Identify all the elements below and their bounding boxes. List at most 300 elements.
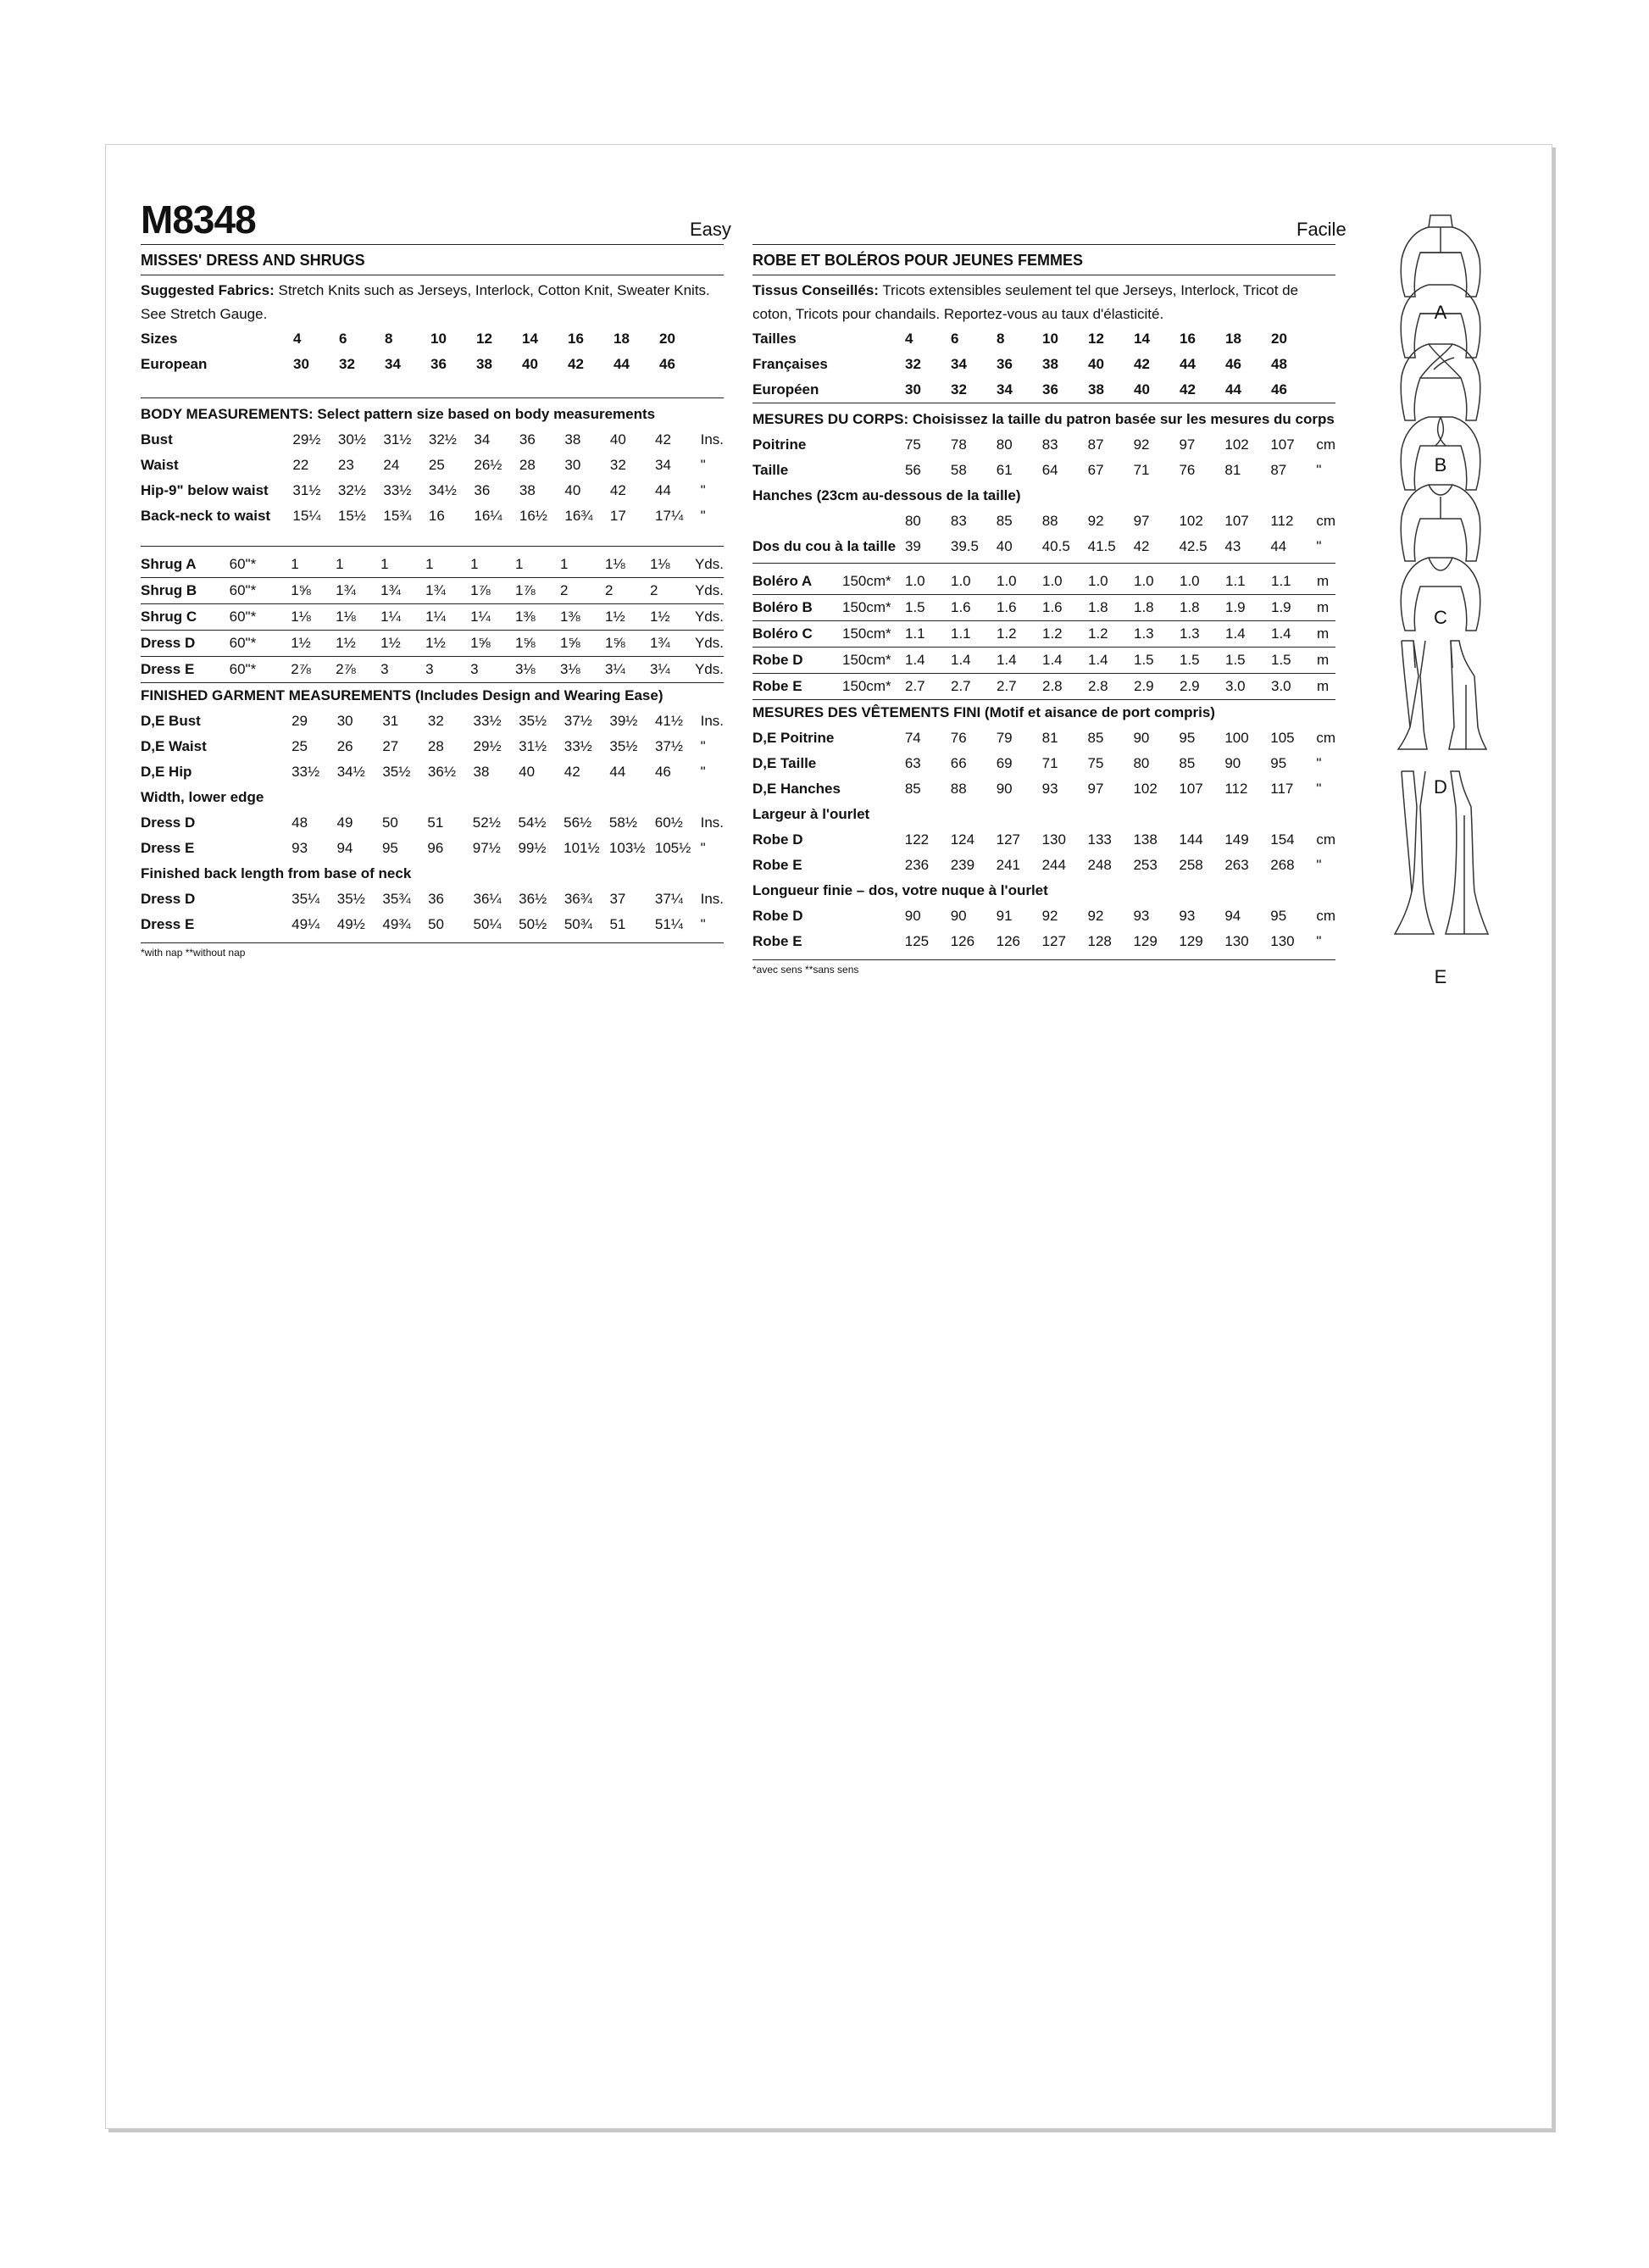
size-value: 2⅞ <box>291 661 311 677</box>
size-value: 93 <box>1041 781 1058 797</box>
table-row <box>752 432 1335 458</box>
size-value: 97 <box>1179 436 1196 453</box>
size-value: 42 <box>1180 381 1196 397</box>
table-row <box>141 503 724 529</box>
size-value: 32 <box>951 381 967 397</box>
size-value: 38 <box>564 431 581 447</box>
row-label: Waist <box>141 457 179 473</box>
size-value: 130 <box>1224 933 1249 949</box>
table-row <box>141 810 724 836</box>
size-value: 103½ <box>608 840 646 856</box>
size-value: 241 <box>996 857 1021 873</box>
size-value: 81 <box>1041 730 1058 746</box>
size-value: 2.7 <box>951 678 971 694</box>
size-value: 20 <box>659 331 675 347</box>
row-label: Taille <box>752 462 789 478</box>
size-value: 26 <box>336 738 353 754</box>
size-value: 1.2 <box>997 625 1017 642</box>
size-value: 93 <box>1179 908 1196 924</box>
size-value: 44 <box>614 356 630 372</box>
size-value: 40 <box>522 356 538 372</box>
size-value: 130 <box>1041 831 1066 848</box>
unit: Yds. <box>694 582 724 598</box>
size-value: 94 <box>1224 908 1241 924</box>
fabric-width: 60"* <box>229 661 257 677</box>
size-value: 16 <box>1180 331 1196 347</box>
size-value: 90 <box>1133 730 1150 746</box>
size-value: 3.0 <box>1271 678 1291 694</box>
size-value: 71 <box>1133 462 1150 478</box>
difficulty-en: Easy <box>690 219 731 240</box>
size-value: 75 <box>1087 755 1104 771</box>
size-value: 44 <box>609 764 626 780</box>
size-value: 18 <box>614 331 630 347</box>
width-table-fr <box>752 827 1335 878</box>
size-value: 44 <box>655 482 671 498</box>
size-value: 117 <box>1270 781 1294 797</box>
table-row <box>752 509 1335 534</box>
size-value: 30½ <box>337 431 366 447</box>
size-value: 3¼ <box>649 661 670 677</box>
size-value: 1.9 <box>1225 599 1246 615</box>
size-value: 125 <box>904 933 930 949</box>
size-value: 42 <box>568 356 584 372</box>
size-value: 2 <box>560 582 569 598</box>
size-value: 28 <box>427 738 444 754</box>
size-value: 32½ <box>337 482 366 498</box>
length-title-en: Finished back length from base of neck <box>141 865 412 881</box>
size-value: 87 <box>1270 462 1287 478</box>
size-value: 92 <box>1087 908 1104 924</box>
size-value: 37¼ <box>654 891 683 907</box>
size-value: 67 <box>1087 462 1104 478</box>
size-value: 16 <box>428 508 445 524</box>
size-value: 38 <box>1088 381 1104 397</box>
row-label: European <box>141 356 208 372</box>
size-value: 29 <box>291 713 308 729</box>
size-value: 58½ <box>608 814 638 831</box>
size-value: 46 <box>659 356 675 372</box>
size-value: 34 <box>997 381 1013 397</box>
english-column <box>141 251 724 959</box>
table-row <box>752 352 1335 377</box>
row-label: D,E Bust <box>141 713 201 729</box>
size-value: 1¼ <box>470 609 491 625</box>
size-value: 1.2 <box>1042 625 1063 642</box>
size-value: 2.8 <box>1088 678 1108 694</box>
size-value: 48 <box>1271 356 1287 372</box>
size-value: 1⅛ <box>291 609 311 625</box>
unit <box>1317 377 1335 403</box>
unit: m <box>1317 599 1330 615</box>
unit: Ins. <box>700 891 724 907</box>
row-label: Dress E <box>141 661 195 677</box>
size-value: 154 <box>1270 831 1295 848</box>
size-value: 63 <box>904 755 921 771</box>
fabric-width: 150cm* <box>842 573 891 589</box>
size-value: 1 <box>380 556 389 572</box>
size-value: 35½ <box>609 738 638 754</box>
size-value: 44 <box>1270 538 1287 554</box>
size-value: 15¼ <box>292 508 321 524</box>
size-value: 2 <box>604 582 614 598</box>
french-column <box>752 251 1335 976</box>
size-value: 1 <box>470 556 479 572</box>
size-value: 23 <box>337 457 354 473</box>
size-value: 38 <box>519 482 536 498</box>
unit: Yds. <box>694 661 724 677</box>
size-table-fr <box>752 326 1335 403</box>
row-label: Tailles <box>752 331 797 347</box>
fabrics-en: Suggested Fabrics: Stretch Knits such as Jerseys, Interlock, Cotton Knit, Sweater Knits. See Stretch Gauge. <box>141 282 710 322</box>
size-value: 1.0 <box>1180 573 1200 589</box>
size-value: 16¼ <box>474 508 502 524</box>
length-table-en <box>141 887 724 937</box>
size-value: 74 <box>904 730 921 746</box>
size-value: 102 <box>1224 436 1249 453</box>
unit <box>1317 352 1335 377</box>
finished-title-en: FINISHED GARMENT MEASUREMENTS (Includes Design and Wearing Ease) <box>141 687 663 703</box>
unit: m <box>1317 573 1330 589</box>
size-value: 102 <box>1179 513 1203 529</box>
size-value: 64 <box>1041 462 1058 478</box>
size-value: 42 <box>564 764 580 780</box>
unit: " <box>700 840 706 856</box>
size-value: 36 <box>1042 381 1058 397</box>
unit: " <box>1316 781 1322 797</box>
size-value: 1⅝ <box>470 635 491 651</box>
size-value: 39½ <box>609 713 638 729</box>
size-value: 1.6 <box>997 599 1017 615</box>
size-value: 1 <box>336 556 344 572</box>
size-value: 1.2 <box>1088 625 1108 642</box>
size-value: 85 <box>904 781 921 797</box>
size-value: 1⅛ <box>604 556 625 572</box>
row-label: Sizes <box>141 331 178 347</box>
table-row <box>752 326 1335 352</box>
size-value: 97 <box>1087 781 1104 797</box>
size-value: 126 <box>950 933 975 949</box>
table-row <box>752 621 1335 648</box>
unit: " <box>1316 755 1322 771</box>
size-value: 248 <box>1087 857 1112 873</box>
size-value: 107 <box>1224 513 1249 529</box>
row-label: Françaises <box>752 356 828 372</box>
fabric-width: 60"* <box>229 556 257 572</box>
size-value: 95 <box>1270 755 1287 771</box>
size-value: 1.4 <box>1042 652 1063 668</box>
size-value: 29½ <box>292 431 321 447</box>
size-value: 1.4 <box>997 652 1017 668</box>
row-label: Back-neck to waist <box>141 508 271 524</box>
size-value: 122 <box>904 831 930 848</box>
unit: " <box>1316 538 1322 554</box>
size-value: 69 <box>996 755 1013 771</box>
table-row <box>752 377 1335 403</box>
size-value: 34 <box>655 457 671 473</box>
size-value: 30 <box>564 457 581 473</box>
size-value: 16½ <box>519 508 547 524</box>
size-value: 1.1 <box>905 625 925 642</box>
unit: cm <box>1316 730 1335 746</box>
size-value: 1⅞ <box>515 582 536 598</box>
table-row <box>752 725 1335 751</box>
fabrics-fr: Tissus Conseillés: Tricots extensibles seulement tel que Jerseys, Interlock, Tricot de coton, Tricots pour chandails. Reportez-vous au taux d'élasticité. <box>752 282 1299 322</box>
row-label: D,E Taille <box>752 755 817 771</box>
size-value: 2⅞ <box>336 661 356 677</box>
table-row <box>141 912 724 937</box>
size-value: 31½ <box>383 431 412 447</box>
size-value: 90 <box>950 908 967 924</box>
size-value: 1⅞ <box>470 582 491 598</box>
size-value: 81 <box>1224 462 1241 478</box>
size-value: 36¾ <box>564 891 592 907</box>
size-value: 2.7 <box>997 678 1017 694</box>
row-label: Hip-9" below waist <box>141 482 269 498</box>
row-label <box>752 509 905 534</box>
size-value: 1¼ <box>380 609 401 625</box>
size-value: 32 <box>609 457 626 473</box>
yardage-table-fr <box>752 569 1335 700</box>
size-value: 36 <box>474 482 491 498</box>
size-value: 30 <box>905 381 921 397</box>
size-value: 144 <box>1179 831 1203 848</box>
size-value: 38 <box>1042 356 1058 372</box>
size-value: 33½ <box>383 482 412 498</box>
size-value: 40 <box>564 482 581 498</box>
size-value: 236 <box>904 857 930 873</box>
size-value: 34 <box>474 431 491 447</box>
size-value: 4 <box>905 331 913 347</box>
table-row <box>141 604 724 631</box>
size-value: 54½ <box>518 814 547 831</box>
yardage-table-en <box>141 552 724 683</box>
size-value: 1.4 <box>951 652 971 668</box>
size-value: 268 <box>1270 857 1295 873</box>
size-value: 49¼ <box>291 916 320 932</box>
size-value: 1½ <box>649 609 670 625</box>
size-value: 46 <box>1225 356 1241 372</box>
table-row <box>141 759 724 785</box>
size-value: 3⅛ <box>560 661 580 677</box>
unit: cm <box>1316 831 1335 848</box>
size-value: 1.8 <box>1088 599 1108 615</box>
size-value: 3 <box>380 661 389 677</box>
size-value: 1 <box>291 556 299 572</box>
size-value: 35¾ <box>382 891 411 907</box>
finished-title-fr: MESURES DES VÊTEMENTS FINI (Motif et aisance de port compris) <box>752 704 1215 720</box>
hanches-title: Hanches (23cm au-dessous de la taille) <box>752 487 1021 503</box>
size-value: 253 <box>1133 857 1158 873</box>
width-title-fr: Largeur à l'ourlet <box>752 806 870 822</box>
body-table-en <box>141 427 724 529</box>
size-value: 90 <box>996 781 1013 797</box>
size-value: 1.8 <box>1134 599 1154 615</box>
size-value: 149 <box>1224 831 1249 848</box>
table-row <box>141 631 724 657</box>
unit <box>705 326 724 352</box>
size-value: 85 <box>996 513 1013 529</box>
table-row <box>752 776 1335 802</box>
row-label: Dress D <box>141 814 196 831</box>
unit <box>1317 326 1335 352</box>
size-value: 1.0 <box>1088 573 1108 589</box>
row-label: Shrug C <box>141 609 197 625</box>
size-value: 1⅝ <box>515 635 536 651</box>
size-value: 49½ <box>336 916 365 932</box>
unit: " <box>700 764 706 780</box>
body-title-fr: MESURES DU CORPS: Choisissez la taille du patron basée sur les mesures du corps <box>752 411 1335 427</box>
size-value: 36 <box>997 356 1013 372</box>
size-value: 32 <box>339 356 355 372</box>
size-value: 97 <box>1133 513 1150 529</box>
row-label: Dress D <box>141 891 196 907</box>
size-value: 37 <box>609 891 626 907</box>
size-value: 1¾ <box>425 582 446 598</box>
size-value: 28 <box>519 457 536 473</box>
size-value: 88 <box>950 781 967 797</box>
size-value: 112 <box>1270 513 1294 529</box>
unit <box>705 352 724 377</box>
unit: Yds. <box>694 635 724 651</box>
size-value: 75 <box>904 436 921 453</box>
size-value: 92 <box>1133 436 1150 453</box>
size-value: 32 <box>427 713 444 729</box>
size-value: 1½ <box>291 635 311 651</box>
size-value: 22 <box>292 457 309 473</box>
table-row <box>141 552 724 578</box>
size-value: 36½ <box>427 764 457 780</box>
row-label: D,E Hip <box>141 764 192 780</box>
size-value: 51 <box>609 916 626 932</box>
row-label: Robe E <box>752 933 802 949</box>
unit: m <box>1317 678 1330 694</box>
unit: Yds. <box>694 556 724 572</box>
size-value: 92 <box>1041 908 1058 924</box>
width-table-en <box>141 810 724 861</box>
footnote-fr: *avec sens **sans sens <box>752 964 859 976</box>
size-value: 102 <box>1133 781 1158 797</box>
fabric-width: 150cm* <box>842 625 891 642</box>
row-label: Boléro A <box>752 573 813 589</box>
row-label: Shrug A <box>141 556 197 572</box>
size-value: 1.5 <box>1134 652 1154 668</box>
size-value: 80 <box>904 513 921 529</box>
size-value: 100 <box>1224 730 1249 746</box>
size-value: 2.8 <box>1042 678 1063 694</box>
size-value: 95 <box>1270 908 1287 924</box>
size-value: 37½ <box>564 713 592 729</box>
size-value: 56½ <box>564 814 592 831</box>
size-value: 3 <box>425 661 434 677</box>
table-row <box>141 326 724 352</box>
fabric-width: 60"* <box>229 582 257 598</box>
view-letter-e: E <box>1434 966 1447 987</box>
size-value: 35½ <box>519 713 547 729</box>
size-value: 130 <box>1270 933 1295 949</box>
size-value: 34½ <box>428 482 457 498</box>
size-value: 90 <box>1224 755 1241 771</box>
row-label: Robe E <box>752 857 802 873</box>
size-value: 1⅝ <box>604 635 625 651</box>
size-value: 36 <box>428 891 444 907</box>
row-label: Robe D <box>752 908 803 924</box>
size-value: 3⅛ <box>515 661 536 677</box>
size-value: 60½ <box>654 814 683 831</box>
size-value: 12 <box>476 331 492 347</box>
size-value: 2.9 <box>1134 678 1154 694</box>
unit: m <box>1317 652 1330 668</box>
size-value: 1¼ <box>425 609 446 625</box>
size-value: 8 <box>997 331 1005 347</box>
row-label: Poitrine <box>752 436 807 453</box>
size-value: 1.4 <box>905 652 925 668</box>
row-label: Boléro C <box>752 625 813 642</box>
size-value: 40 <box>1088 356 1104 372</box>
row-label: Shrug B <box>141 582 197 598</box>
size-value: 41½ <box>654 713 684 729</box>
size-value: 33½ <box>564 738 592 754</box>
size-value: 44 <box>1225 381 1241 397</box>
size-value: 40 <box>996 538 1013 554</box>
length-title-fr: Longueur finie – dos, votre nuque à l'ourlet <box>752 882 1048 898</box>
table-row <box>752 827 1335 853</box>
view-letter-d: D <box>1434 776 1447 798</box>
unit: m <box>1317 625 1330 642</box>
size-value: 31 <box>382 713 399 729</box>
unit: Yds. <box>694 609 724 625</box>
table-row <box>141 453 724 478</box>
size-value: 263 <box>1224 857 1249 873</box>
size-value: 1 <box>515 556 524 572</box>
size-value: 1½ <box>425 635 446 651</box>
size-value: 93 <box>1133 908 1150 924</box>
size-value: 49 <box>336 814 353 831</box>
size-value: 88 <box>1041 513 1058 529</box>
size-value: 1.9 <box>1271 599 1291 615</box>
table-row <box>141 836 724 861</box>
body-title-en: BODY MEASUREMENTS: Select pattern size based on body measurements <box>141 406 656 422</box>
size-value: 40 <box>1134 381 1150 397</box>
size-value: 1.5 <box>1225 652 1246 668</box>
size-value: 17¼ <box>655 508 684 524</box>
size-value: 1.0 <box>951 573 971 589</box>
size-value: 1.6 <box>951 599 971 615</box>
size-value: 1.0 <box>997 573 1017 589</box>
size-value: 20 <box>1271 331 1287 347</box>
size-value: 34½ <box>336 764 365 780</box>
size-value: 38 <box>473 764 490 780</box>
table-row <box>752 903 1335 929</box>
length-table-fr <box>752 903 1335 954</box>
size-value: 107 <box>1270 436 1295 453</box>
size-value: 90 <box>904 908 921 924</box>
size-value: 32½ <box>428 431 457 447</box>
difficulty-fr: Facile <box>1296 219 1346 240</box>
size-value: 50 <box>428 916 444 932</box>
finished-table-fr <box>752 725 1335 802</box>
size-value: 8 <box>385 331 393 347</box>
size-value: 99½ <box>518 840 547 856</box>
row-label: Robe D <box>752 831 803 848</box>
size-value: 17 <box>609 508 626 524</box>
size-value: 2.9 <box>1180 678 1200 694</box>
size-value: 1.5 <box>1271 652 1291 668</box>
size-value: 85 <box>1179 755 1196 771</box>
size-value: 1.1 <box>1271 573 1291 589</box>
row-label: Robe E <box>752 678 802 694</box>
view-illustrations <box>1390 208 1491 987</box>
